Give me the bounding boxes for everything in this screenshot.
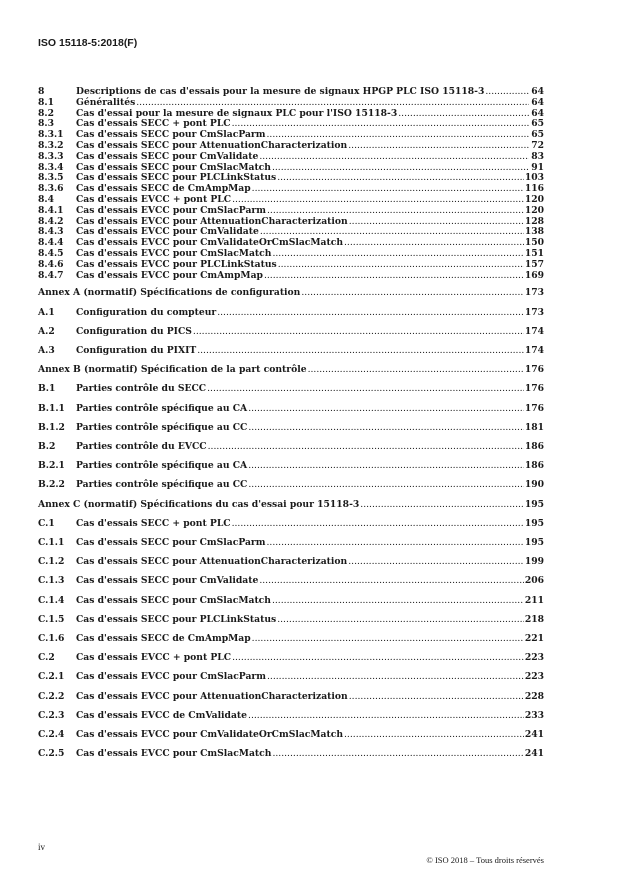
toc-entry[interactable]	[38, 571, 544, 590]
toc-entry-page: 186	[524, 460, 544, 472]
toc-entry-title: Parties contrôle spécifique au CC	[76, 421, 248, 433]
toc-entry[interactable]	[38, 533, 544, 552]
toc-leader-dots	[207, 379, 524, 398]
toc-entry-number: 8.4.7	[38, 269, 64, 281]
toc-leader-dots	[348, 141, 529, 152]
toc-entry-page: 223	[524, 671, 544, 683]
toc-entry-page: 151	[524, 247, 544, 259]
toc-entry-page: 206	[524, 575, 544, 587]
toc-entry[interactable]	[38, 706, 544, 725]
toc-entry-number: B.1.1	[38, 402, 65, 414]
toc-entry[interactable]	[38, 648, 544, 667]
toc-entry-number: C.1	[38, 517, 55, 529]
toc-entry-page: 173	[524, 306, 544, 318]
toc-entry-page: 116	[524, 183, 544, 195]
toc-annex-entry[interactable]	[38, 495, 544, 514]
toc-leader-dots	[248, 399, 524, 418]
toc-entry-title: Cas d'essais SECC + pont PLC	[76, 118, 231, 130]
toc-entry-title: Cas d'essais SECC de CmAmpMap	[76, 183, 251, 195]
toc-entry-number: C.2.2	[38, 690, 65, 702]
toc-leader-dots	[349, 217, 524, 228]
toc-entry[interactable]	[38, 591, 544, 610]
toc-entry-title: Cas d'essais SECC pour PLCLinkStatus	[76, 613, 277, 625]
toc-entry-number: 8.3	[38, 118, 54, 130]
toc-leader-dots	[277, 610, 524, 629]
toc-entry-page: 195	[524, 517, 544, 529]
toc-leader-dots	[264, 271, 524, 282]
toc-entry-number: C.2.4	[38, 729, 65, 741]
toc-entry-number: C.1.1	[38, 536, 65, 548]
toc-entry-page: 91	[531, 161, 544, 173]
toc-entry-title: Configuration du compteur	[76, 306, 217, 318]
toc-entry-number: B.2.2	[38, 479, 65, 491]
toc-entry-title: Cas d'essais SECC pour AttenuationCharacterization	[76, 139, 348, 151]
toc-entry-number: 8.4.6	[38, 258, 64, 270]
toc-leader-dots	[267, 533, 524, 552]
toc-entry-number: 8.2	[38, 107, 54, 119]
toc-entry-number: C.2.3	[38, 709, 65, 721]
toc-entry-title: Configuration du PIXIT	[76, 344, 197, 356]
toc-leader-dots	[348, 552, 524, 571]
toc-entry-title: Configuration du PICS	[76, 325, 192, 337]
toc-entry[interactable]	[38, 379, 544, 398]
toc-entry-title: Cas d'essais SECC pour PLCLinkStatus	[76, 172, 277, 184]
toc-entry-number: 8.4.1	[38, 204, 64, 216]
toc-entry-page: 64	[531, 96, 544, 108]
toc-entry-page: 176	[524, 402, 544, 414]
toc-entry-page: 173	[524, 287, 544, 299]
toc-entry-number: 8	[38, 86, 45, 97]
toc-annex-entry[interactable]	[38, 360, 544, 379]
toc-entry[interactable]	[38, 610, 544, 629]
toc-entry-number: 8.4.2	[38, 215, 64, 227]
toc-leader-dots	[217, 303, 524, 322]
toc-entry-title: Parties contrôle spécifique au CA	[76, 460, 248, 472]
toc-entry-title: Cas d'essais SECC pour CmSlacMatch	[76, 594, 271, 606]
toc-entry-number: 8.3.5	[38, 172, 64, 184]
toc-leader-dots	[232, 119, 529, 130]
toc-entry-title: Parties contrôle du EVCC	[76, 440, 207, 452]
toc-entry[interactable]	[38, 725, 544, 744]
toc-entry-page: 174	[524, 344, 544, 356]
toc-entry[interactable]	[38, 152, 544, 163]
toc-entry-title: Cas d'essais EVCC pour PLCLinkStatus	[76, 258, 277, 270]
toc-entry-page: 195	[524, 498, 544, 510]
toc-entry-title: Descriptions de cas d'essais pour la mesure de signaux HPGP PLC ISO 15118-3	[76, 86, 485, 97]
toc-entry-title: Cas d'essais SECC pour CmValidate	[76, 150, 259, 162]
toc-entry[interactable]	[38, 98, 544, 109]
page-number: iv	[38, 842, 46, 852]
toc-entry[interactable]	[38, 552, 544, 571]
document-header: ISO 15118-5:2018(F)	[38, 37, 138, 49]
toc-leader-dots	[277, 173, 524, 184]
toc-entry-page: 157	[524, 258, 544, 270]
toc-leader-dots	[248, 475, 523, 494]
toc-leader-dots	[349, 687, 524, 706]
toc-entry-page: 138	[524, 226, 544, 238]
toc-entry-number: A.3	[38, 344, 55, 356]
toc-entry-number: 8.1	[38, 96, 54, 108]
toc-entry-title: Cas d'essais SECC pour AttenuationCharacterization	[76, 556, 348, 568]
toc-annexes	[38, 283, 544, 763]
toc-entry-page: 72	[531, 139, 544, 151]
toc-leader-dots	[272, 163, 529, 174]
toc-entry-page: 65	[531, 129, 544, 141]
toc-entry-page: 176	[524, 383, 544, 395]
toc-entry[interactable]	[38, 687, 544, 706]
toc-entry-title: Cas d'essais EVCC pour CmSlacMatch	[76, 748, 272, 760]
toc-entry-number: C.1.6	[38, 633, 65, 644]
toc-entry-number: 8.4.3	[38, 226, 64, 238]
toc-entry-title: Cas d'essais EVCC pour AttenuationCharacterization	[76, 215, 348, 227]
toc-entry-title: Annex B (normatif) Spécification de la part contrôle	[38, 364, 307, 376]
toc-leader-dots	[267, 667, 524, 686]
toc-entry-number: C.2.1	[38, 671, 65, 683]
toc-entry-number: B.1.2	[38, 421, 65, 433]
toc-entry-title: Annex C (normatif) Spécifications du cas d'essai pour 15118-3	[38, 498, 360, 510]
toc-entry-number: C.2.5	[38, 748, 65, 760]
toc-entry-page: 241	[524, 748, 544, 760]
toc-entry-title: Cas d'essais SECC pour CmSlacParm	[76, 536, 266, 548]
toc-entry-title: Cas d'essais SECC pour CmValidate	[76, 575, 259, 587]
toc-leader-dots	[208, 437, 524, 456]
toc-entry-number: C.2	[38, 652, 55, 664]
toc-entry-page: 150	[524, 237, 544, 249]
toc-leader-dots	[232, 514, 524, 533]
toc-leader-dots	[136, 98, 529, 109]
toc-entry-page: 181	[524, 421, 544, 433]
toc-entry-number: B.2	[38, 440, 56, 452]
toc-entry-title: Cas d'essais SECC de CmAmpMap	[76, 633, 251, 644]
toc-entry-title: Cas d'essais EVCC pour CmSlacMatch	[76, 247, 272, 259]
toc-entry-title: Cas d'essais EVCC pour CmValidateOrCmSlacMatch	[76, 237, 344, 249]
toc-leader-dots	[248, 418, 523, 437]
toc-entry[interactable]	[38, 667, 544, 686]
toc-entry-number: 8.3.1	[38, 129, 64, 141]
toc-entry-page: 190	[524, 479, 544, 491]
toc-leader-dots	[248, 456, 524, 475]
toc-entry-page: 65	[531, 118, 544, 130]
toc-entry-page: 64	[531, 86, 544, 97]
toc-entry-title: Parties contrôle spécifique au CC	[76, 479, 248, 491]
toc-entry[interactable]	[38, 418, 544, 437]
toc-entry-number: A.1	[38, 306, 55, 318]
toc-entry[interactable]	[38, 341, 544, 360]
toc-entry-number: 8.3.4	[38, 161, 64, 173]
toc-entry-page: 228	[524, 690, 544, 702]
toc-entry-title: Parties contrôle spécifique au CA	[76, 402, 248, 414]
toc-leader-dots	[301, 283, 523, 302]
toc-annex-entry[interactable]	[38, 283, 544, 302]
toc-leader-dots	[252, 629, 524, 648]
toc-entry[interactable]	[38, 456, 544, 475]
toc-entry-page: 169	[524, 269, 544, 281]
toc-leader-dots	[485, 87, 529, 98]
toc-leader-dots	[344, 725, 524, 744]
toc-leader-dots	[259, 152, 529, 163]
toc-entry-number: C.1.3	[38, 575, 65, 587]
toc-entry-title: Cas d'essais SECC pour CmSlacParm	[76, 129, 266, 141]
toc-entry-title: Cas d'essais EVCC pour CmSlacParm	[76, 671, 266, 683]
toc-entry-page: 120	[524, 204, 544, 216]
toc-section-8	[38, 87, 544, 281]
toc-entry-page: 128	[524, 215, 544, 227]
toc-entry-page: 174	[524, 325, 544, 337]
toc-entry-title: Cas d'essais EVCC + pont PLC	[76, 652, 232, 664]
toc-entry-page: 211	[524, 594, 544, 606]
toc-entry-number: 8.3.6	[38, 183, 64, 195]
toc-entry-title: Cas d'essais EVCC pour CmValidateOrCmSlacMatch	[76, 729, 344, 741]
toc-entry-title: Cas d'essais EVCC de CmValidate	[76, 709, 248, 721]
toc-entry-number: A.2	[38, 325, 55, 337]
toc-entry-number: 8.3.3	[38, 150, 64, 162]
toc-entry[interactable]	[38, 206, 544, 217]
toc-leader-dots	[344, 238, 524, 249]
toc-entry-page: 218	[524, 613, 544, 625]
toc-entry-title: Parties contrôle du SECC	[76, 383, 207, 395]
toc-leader-dots	[272, 744, 523, 763]
toc-entry[interactable]	[38, 399, 544, 418]
toc-entry-page: 199	[524, 556, 544, 568]
toc-entry-page: 83	[531, 150, 544, 162]
toc-entry-title: Cas d'essais SECC + pont PLC	[76, 517, 231, 529]
toc-entry-title: Cas d'essais EVCC + pont PLC	[76, 193, 232, 205]
toc-entry-number: 8.3.2	[38, 139, 64, 151]
toc-entry-number: 8.4.5	[38, 247, 64, 259]
toc-entry[interactable]	[38, 271, 544, 282]
toc-entry-number: 8.4.4	[38, 237, 64, 249]
toc-entry[interactable]	[38, 629, 544, 648]
toc-leader-dots	[398, 109, 529, 120]
toc-entry-page: 120	[524, 193, 544, 205]
toc-leader-dots	[248, 706, 524, 725]
toc-entry-title: Cas d'essais EVCC pour AttenuationCharacterization	[76, 690, 348, 702]
toc-entry-page: 195	[524, 536, 544, 548]
copyright-notice: © ISO 2018 – Tous droits réservés	[426, 855, 544, 865]
toc-entry[interactable]	[38, 514, 544, 533]
toc-entry-number: C.1.5	[38, 613, 65, 625]
toc-entry-page: 233	[524, 709, 544, 721]
toc-leader-dots	[193, 322, 524, 341]
toc-leader-dots	[272, 249, 523, 260]
toc-entry-page: 241	[524, 729, 544, 741]
toc-entry-title: Cas d'essais SECC pour CmSlacMatch	[76, 161, 271, 173]
toc-leader-dots	[272, 591, 524, 610]
toc-entry-title: Généralités	[76, 96, 136, 108]
toc-entry-number: B.1	[38, 383, 56, 395]
toc-leader-dots	[232, 195, 524, 206]
toc-leader-dots	[267, 206, 524, 217]
toc-entry-page: 223	[524, 652, 544, 664]
toc-entry[interactable]	[38, 475, 544, 494]
toc-entry-title: Annex A (normatif) Spécifications de configuration	[38, 287, 301, 299]
toc-entry[interactable]	[38, 744, 544, 763]
toc-leader-dots	[308, 360, 524, 379]
toc-entry-number: 8.4	[38, 193, 54, 205]
toc-leader-dots	[278, 260, 524, 271]
toc-leader-dots	[232, 648, 524, 667]
toc-entry[interactable]	[38, 303, 544, 322]
toc-entry-number: C.1.2	[38, 556, 65, 568]
toc-leader-dots	[197, 341, 524, 360]
toc-entry-number: B.2.1	[38, 460, 65, 472]
toc-leader-dots	[360, 495, 524, 514]
toc-entry-title: Cas d'essais EVCC pour CmAmpMap	[76, 269, 263, 281]
toc-entry-title: Cas d'essais EVCC pour CmValidate	[76, 226, 259, 238]
table-of-contents	[38, 87, 544, 763]
toc-entry-page: 176	[524, 364, 544, 376]
toc-entry-page: 103	[524, 172, 544, 184]
toc-entry-title: Cas d'essai pour la mesure de signaux PLC pour l'ISO 15118-3	[76, 107, 398, 119]
toc-entry-page: 221	[524, 633, 544, 644]
toc-entry-page: 186	[524, 440, 544, 452]
toc-entry[interactable]	[38, 322, 544, 341]
toc-entry[interactable]	[38, 260, 544, 271]
toc-leader-dots	[252, 184, 524, 195]
toc-entry-number: C.1.4	[38, 594, 65, 606]
toc-leader-dots	[259, 571, 523, 590]
toc-entry[interactable]	[38, 437, 544, 456]
toc-entry-title: Cas d'essais EVCC pour CmSlacParm	[76, 204, 266, 216]
toc-entry-page: 64	[531, 107, 544, 119]
